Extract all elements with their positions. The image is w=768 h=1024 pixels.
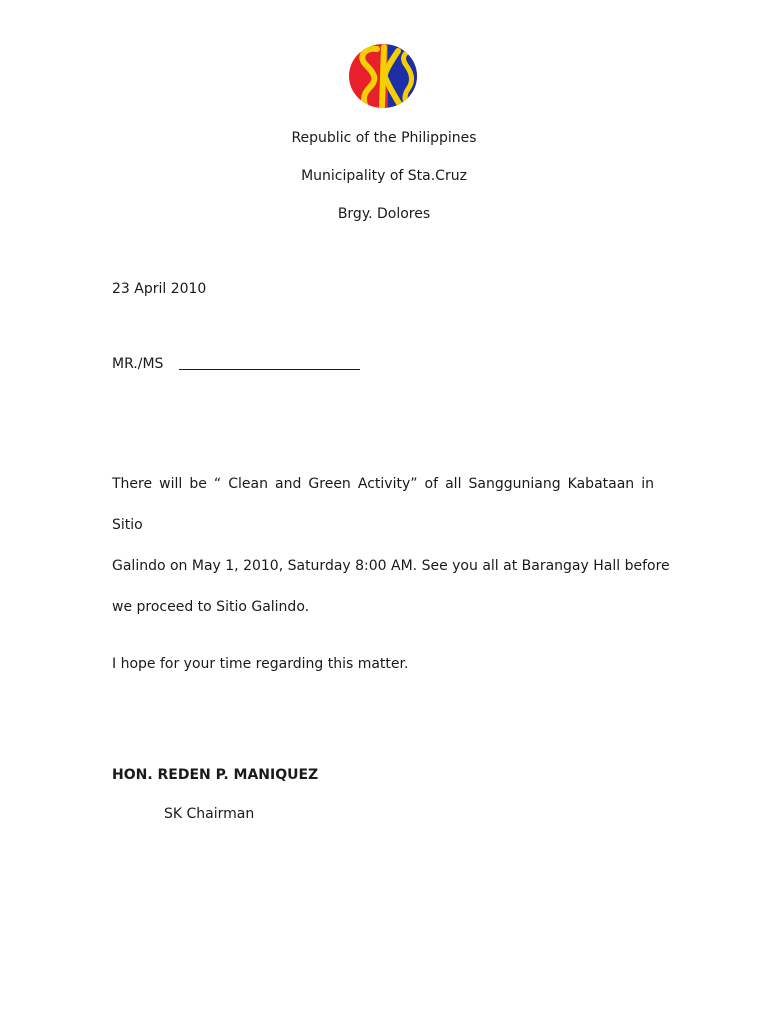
addressee-label: MR./MS (112, 356, 164, 372)
signatory-name: HON. REDEN P. MANIQUEZ (112, 767, 319, 783)
letter-date: 23 April 2010 (112, 281, 207, 297)
header-municipality: Municipality of Sta.Cruz (301, 168, 467, 184)
header-barangay: Brgy. Dolores (337, 206, 431, 222)
body-paragraph (112, 464, 670, 628)
closing-sentence: I hope for your time regarding this matter. (112, 656, 409, 672)
sk-logo-icon (348, 43, 418, 109)
signatory-title: SK Chairman (164, 806, 255, 822)
addressee-blank-line (179, 369, 360, 370)
body-line: we proceed to Sitio Galindo. (112, 599, 310, 615)
body-line: There will be “ Clean and Green Activity” of all Sangguniang Kabataan in Sitio (112, 476, 654, 533)
body-line: Galindo on May 1, 2010, Saturday 8:00 AM. See you all at Barangay Hall before (112, 558, 670, 574)
header-country: Republic of the Philippines (291, 130, 477, 146)
